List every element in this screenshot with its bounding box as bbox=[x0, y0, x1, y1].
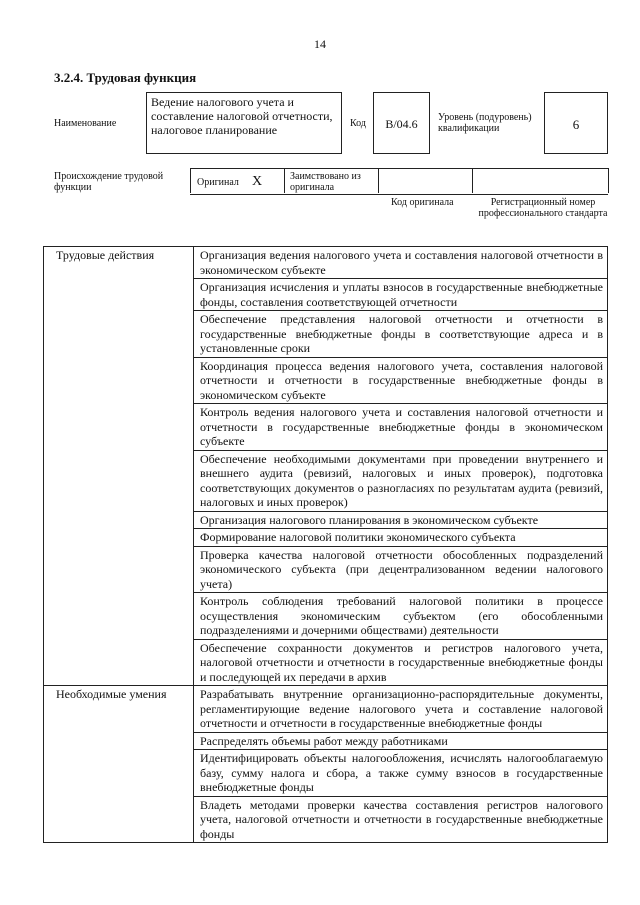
section-title: 3.2.4. Трудовая функция bbox=[54, 70, 197, 85]
original-label: Оригинал bbox=[197, 177, 239, 188]
code-value: B/04.6 bbox=[373, 92, 430, 154]
origin-divider bbox=[378, 168, 379, 193]
code-label: Код bbox=[350, 118, 366, 129]
origin-divider bbox=[608, 168, 609, 193]
section-item: Обеспечение представления налоговой отчетности и отчетности в государственные внебюджетные фонды в соответствующие адреса и в установленные сроки bbox=[194, 311, 608, 358]
section-item: Контроль ведения налогового учета и составления налоговой отчетности и отчетности в государственные внебюджетные фонды в экономическом субъекте bbox=[194, 404, 608, 451]
function-name-box: Ведение налогового учета и составление налоговой отчетности, налоговое планирование bbox=[146, 92, 342, 154]
section-item: Обеспечение необходимыми документами при проведении внутреннего и внешнего аудита (ревизий, налоговых и иных проверок), подготовка соответствующих документов о разногласиях по результатам аудита (ревизий, налоговых и иных проверок) bbox=[194, 450, 608, 511]
original-mark: X bbox=[252, 174, 263, 189]
reg-number-label: Регистрационный номер профессионального стандарта bbox=[478, 197, 608, 219]
table-row bbox=[44, 686, 608, 733]
labor-function-table bbox=[43, 246, 608, 843]
section-item: Обеспечение сохранности документов и регистров налогового учета, налоговой отчетности и отчетности в государственные внебюджетные фонды и последующей их передачи в архив bbox=[194, 639, 608, 686]
section-item: Контроль соблюдения требований налоговой политики в процессе осуществления экономическим субъектом (его обособленными подразделениями и дочерними обществами) деятельности bbox=[194, 593, 608, 640]
section-label: Необходимые умения bbox=[44, 686, 194, 843]
section-label: Трудовые действия bbox=[44, 247, 194, 686]
section-item: Организация исчисления и уплаты взносов в государственные внебюджетные фонды, составления соответствующей отчетности bbox=[194, 279, 608, 311]
origin-divider bbox=[190, 168, 191, 193]
section-item: Организация ведения налогового учета и составления налоговой отчетности в экономическом субъекте bbox=[194, 247, 608, 279]
page-number: 14 bbox=[314, 37, 326, 51]
section-item: Формирование налоговой политики экономического субъекта bbox=[194, 529, 608, 547]
borrowed-label: Заимствовано из оригинала bbox=[290, 171, 361, 193]
origin-divider bbox=[472, 168, 473, 193]
section-item: Организация налогового планирования в экономическом субъекте bbox=[194, 511, 608, 529]
level-value: 6 bbox=[544, 92, 608, 154]
level-label: Уровень (подуровень) квалификации bbox=[438, 112, 532, 134]
name-label: Наименование bbox=[54, 118, 117, 129]
section-item: Разрабатывать внутренние организационно-распорядительные документы, регламентирующие ведение налогового учета и составление налоговой отчетности и отчетности в государственные внебюджетные фонды bbox=[194, 686, 608, 733]
section-item: Владеть методами проверки качества составления регистров налогового учета, налоговой отчетности и отчетности в государственные внебюджетные фонды bbox=[194, 796, 608, 843]
code-original-label: Код оригинала bbox=[391, 197, 454, 208]
section-item: Идентифицировать объекты налогообложения, исчислять налогооблагаемую базу, сумму налога и сбора, а также сумму взносов в государственные внебюджетные фонды bbox=[194, 750, 608, 797]
section-item: Проверка качества налоговой отчетности обособленных подразделений экономического субъекта (при децентрализованном ведении налогового учета) bbox=[194, 546, 608, 593]
origin-divider bbox=[284, 168, 285, 193]
origin-label: Происхождение трудовой функции bbox=[54, 171, 164, 193]
table-row bbox=[44, 247, 608, 279]
section-item: Распределять объемы работ между работниками bbox=[194, 732, 608, 750]
section-item: Координация процесса ведения налогового учета, составления налоговой отчетности и отчетности в государственные внебюджетные фонды в экономическом субъекте bbox=[194, 357, 608, 404]
